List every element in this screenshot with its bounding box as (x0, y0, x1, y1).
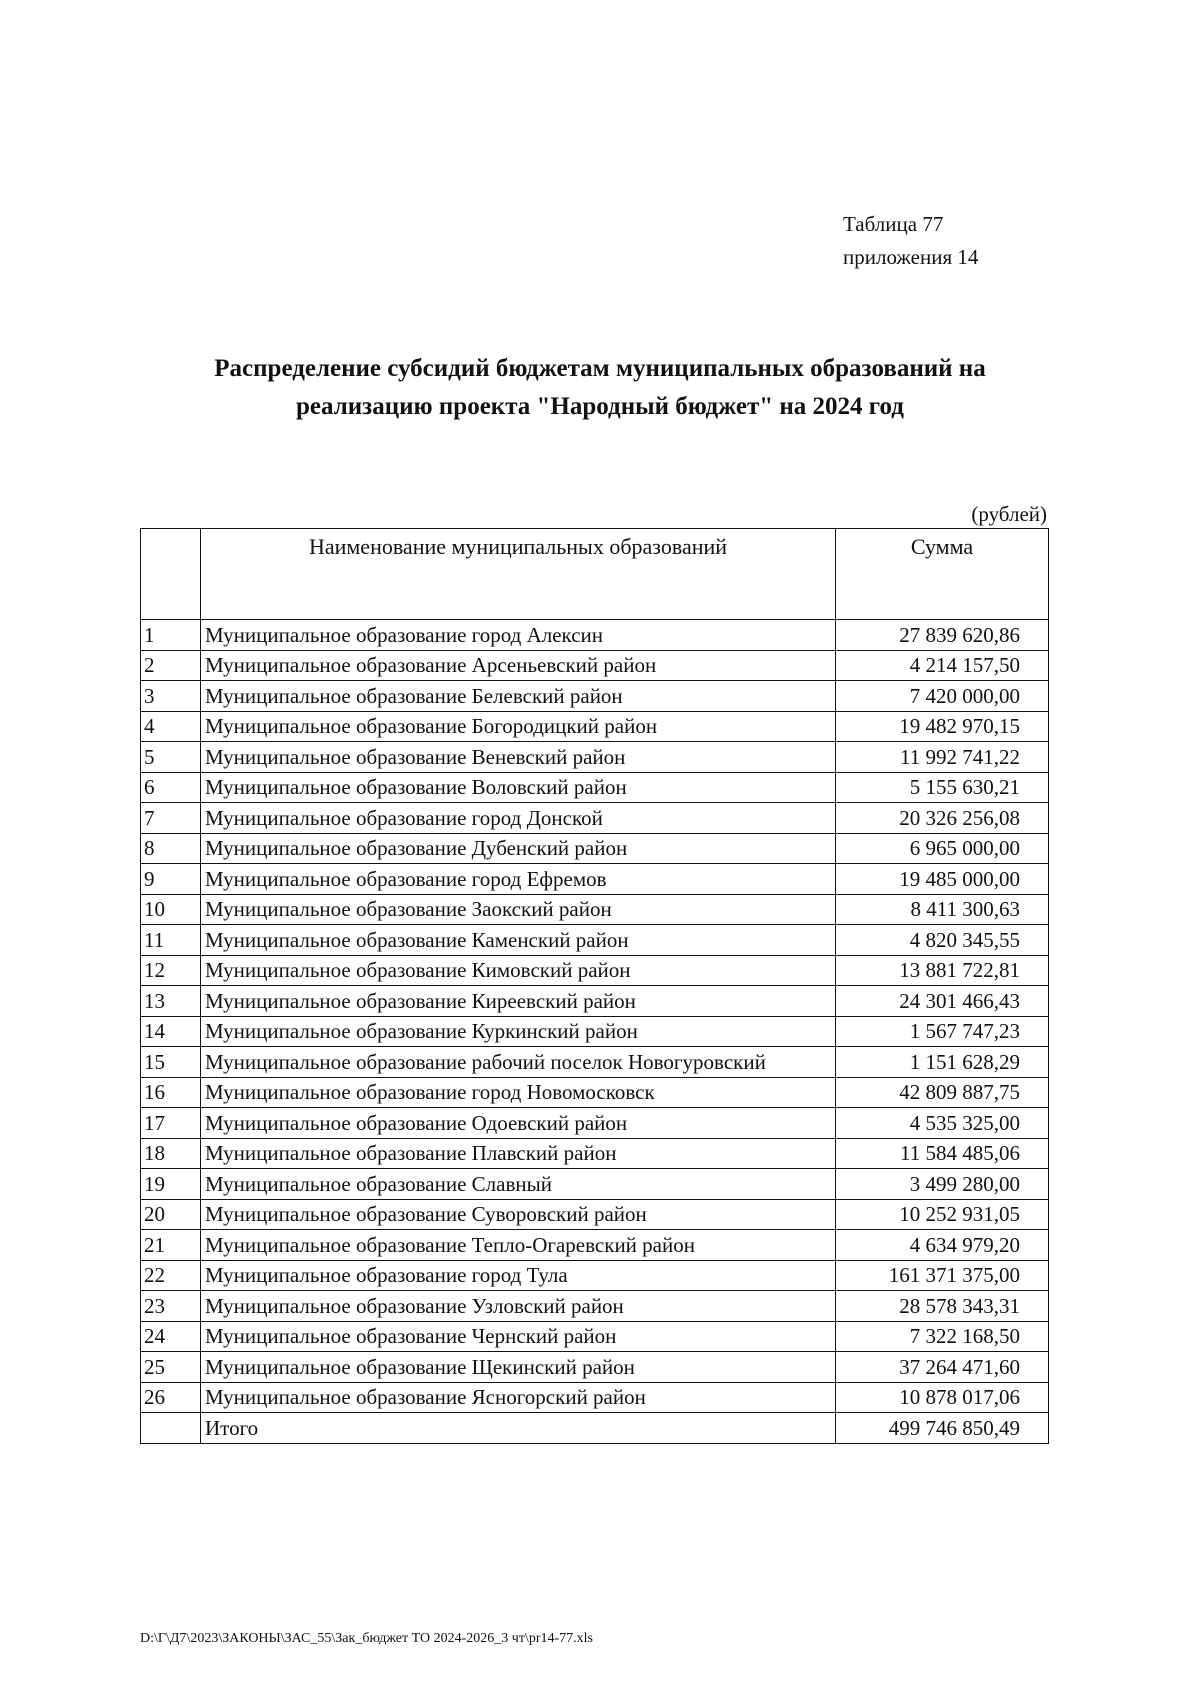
row-number: 9 (141, 864, 201, 895)
row-number: 17 (141, 1108, 201, 1139)
row-sum: 1 151 628,29 (836, 1047, 1049, 1078)
row-sum: 1 567 747,23 (836, 1016, 1049, 1047)
table-row (141, 986, 1049, 1017)
row-number: 13 (141, 986, 201, 1017)
table-row (141, 803, 1049, 834)
row-sum: 24 301 466,43 (836, 986, 1049, 1017)
row-sum: 5 155 630,21 (836, 772, 1049, 803)
appendix-label: приложения 14 (843, 245, 979, 269)
row-name: Муниципальное образование Одоевский район (201, 1108, 836, 1139)
row-number: 20 (141, 1199, 201, 1230)
row-sum: 37 264 471,60 (836, 1352, 1049, 1383)
row-name: Муниципальное образование Киреевский район (201, 986, 836, 1017)
title-line-1: Распределение субсидий бюджетам муниципальных образований на (214, 355, 986, 382)
row-number: 8 (141, 833, 201, 864)
row-number: 25 (141, 1352, 201, 1383)
row-sum: 42 809 887,75 (836, 1077, 1049, 1108)
table-row (141, 1169, 1049, 1200)
subsidy-table (140, 528, 1049, 1444)
file-path: D:\Г\Д7\2023\ЗАКОНЫ\ЗАС_55\Зак_бюджет ТО 2024-2026_3 чт\pr14-77.xls (140, 1631, 593, 1646)
table-row (141, 1047, 1049, 1078)
table-row (141, 620, 1049, 651)
row-name: Муниципальное образование город Новомосковск (201, 1077, 836, 1108)
row-name: Муниципальное образование Тепло-Огаревский район (201, 1230, 836, 1261)
total-label: Итого (201, 1413, 836, 1444)
row-number: 21 (141, 1230, 201, 1261)
row-sum: 10 878 017,06 (836, 1382, 1049, 1413)
table-row (141, 1016, 1049, 1047)
table-row (141, 955, 1049, 986)
row-sum: 161 371 375,00 (836, 1260, 1049, 1291)
table-row (141, 1199, 1049, 1230)
row-sum: 4 214 157,50 (836, 650, 1049, 681)
title-line-2: реализацию проекта "Народный бюджет" на 2024 год (296, 393, 904, 420)
header-name: Наименование муниципальных образований (201, 529, 836, 620)
row-sum: 10 252 931,05 (836, 1199, 1049, 1230)
row-name: Муниципальное образование Дубенский район (201, 833, 836, 864)
document-title (120, 350, 1080, 426)
row-sum: 4 535 325,00 (836, 1108, 1049, 1139)
row-number: 12 (141, 955, 201, 986)
row-number: 5 (141, 742, 201, 773)
table-row (141, 1108, 1049, 1139)
row-number: 14 (141, 1016, 201, 1047)
row-sum: 27 839 620,86 (836, 620, 1049, 651)
row-sum: 3 499 280,00 (836, 1169, 1049, 1200)
table-row (141, 1230, 1049, 1261)
row-number: 4 (141, 711, 201, 742)
row-sum: 19 485 000,00 (836, 864, 1049, 895)
table-row (141, 833, 1049, 864)
row-sum: 13 881 722,81 (836, 955, 1049, 986)
row-sum: 8 411 300,63 (836, 894, 1049, 925)
row-sum: 20 326 256,08 (836, 803, 1049, 834)
row-name: Муниципальное образование Веневский район (201, 742, 836, 773)
row-name: Муниципальное образование Заокский район (201, 894, 836, 925)
row-name: Муниципальное образование Арсеньевский район (201, 650, 836, 681)
total-sum: 499 746 850,49 (836, 1413, 1049, 1444)
row-name: Муниципальное образование Чернский район (201, 1321, 836, 1352)
row-sum: 11 992 741,22 (836, 742, 1049, 773)
table-row (141, 864, 1049, 895)
row-sum: 11 584 485,06 (836, 1138, 1049, 1169)
row-number: 11 (141, 925, 201, 956)
table-body (141, 620, 1049, 1413)
row-name: Муниципальное образование Ясногорский район (201, 1382, 836, 1413)
row-name: Муниципальное образование город Ефремов (201, 864, 836, 895)
row-number: 7 (141, 803, 201, 834)
row-number: 16 (141, 1077, 201, 1108)
row-sum: 7 322 168,50 (836, 1321, 1049, 1352)
row-name: Муниципальное образование город Донской (201, 803, 836, 834)
table-row (141, 742, 1049, 773)
table-row (141, 1077, 1049, 1108)
row-name: Муниципальное образование Куркинский район (201, 1016, 836, 1047)
row-number: 15 (141, 1047, 201, 1078)
total-num (141, 1413, 201, 1444)
table-reference (843, 208, 978, 274)
row-number: 2 (141, 650, 201, 681)
table-row (141, 1352, 1049, 1383)
units-label: (рублей) (971, 502, 1047, 526)
table-row (141, 1260, 1049, 1291)
row-sum: 4 820 345,55 (836, 925, 1049, 956)
row-sum: 7 420 000,00 (836, 681, 1049, 712)
table-label: Таблица 77 (843, 212, 944, 236)
row-number: 24 (141, 1321, 201, 1352)
table-row (141, 1382, 1049, 1413)
row-number: 18 (141, 1138, 201, 1169)
table-header-row (141, 529, 1049, 620)
row-number: 23 (141, 1291, 201, 1322)
table-row (141, 772, 1049, 803)
row-name: Муниципальное образование город Тула (201, 1260, 836, 1291)
row-number: 1 (141, 620, 201, 651)
table-row (141, 711, 1049, 742)
row-name: Муниципальное образование город Алексин (201, 620, 836, 651)
row-name: Муниципальное образование Суворовский район (201, 1199, 836, 1230)
row-name: Муниципальное образование рабочий поселок Новогуровский (201, 1047, 836, 1078)
table-row (141, 1138, 1049, 1169)
table-row (141, 925, 1049, 956)
row-sum: 4 634 979,20 (836, 1230, 1049, 1261)
row-sum: 19 482 970,15 (836, 711, 1049, 742)
row-name: Муниципальное образование Плавский район (201, 1138, 836, 1169)
row-name: Муниципальное образование Белевский район (201, 681, 836, 712)
header-num (141, 529, 201, 620)
table-row (141, 1291, 1049, 1322)
total-row (141, 1413, 1049, 1444)
row-name: Муниципальное образование Каменский район (201, 925, 836, 956)
row-name: Муниципальное образование Воловский район (201, 772, 836, 803)
row-sum: 6 965 000,00 (836, 833, 1049, 864)
table-row (141, 650, 1049, 681)
row-name: Муниципальное образование Богородицкий район (201, 711, 836, 742)
table-row (141, 1321, 1049, 1352)
row-name: Муниципальное образование Славный (201, 1169, 836, 1200)
table-row (141, 681, 1049, 712)
row-number: 26 (141, 1382, 201, 1413)
row-number: 10 (141, 894, 201, 925)
header-sum: Сумма (836, 529, 1049, 620)
table-row (141, 894, 1049, 925)
row-sum: 28 578 343,31 (836, 1291, 1049, 1322)
row-name: Муниципальное образование Узловский район (201, 1291, 836, 1322)
row-number: 3 (141, 681, 201, 712)
row-number: 22 (141, 1260, 201, 1291)
row-number: 19 (141, 1169, 201, 1200)
row-name: Муниципальное образование Кимовский район (201, 955, 836, 986)
row-name: Муниципальное образование Щекинский район (201, 1352, 836, 1383)
row-number: 6 (141, 772, 201, 803)
